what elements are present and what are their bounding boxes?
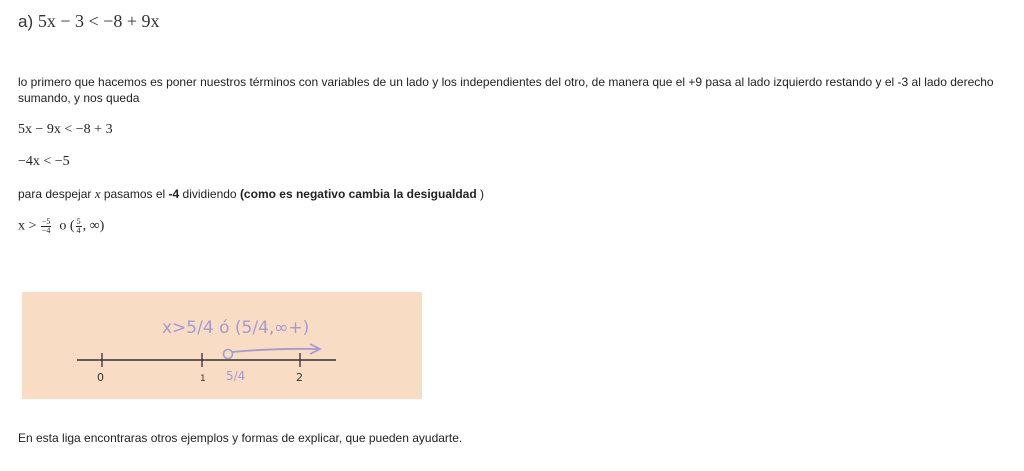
open-circle-marker xyxy=(224,350,233,359)
inequality-note: (como es negativo cambia la desigualdad xyxy=(239,187,477,201)
handwritten-solution: x>5/4 ó (5/4,∞+) xyxy=(162,318,310,338)
equation-step-1: 5x − 9x < −8 + 3 xyxy=(18,122,113,137)
fraction-denominator: −4 xyxy=(41,226,51,235)
explanation-paragraph: lo primero que hacemos es poner nuestros términos con variables de un lado y los independientes del otro, de manera que el +9 pasa al lado izquierdo restando y el -3 al lado derecho sumando, y nos queda xyxy=(18,75,994,105)
fraction-numerator: −5 xyxy=(41,217,51,226)
fraction-5-4 xyxy=(76,218,82,235)
division-explanation xyxy=(18,186,1008,202)
tick-label-5-4: 5/4 xyxy=(226,369,246,383)
exercise-label: a) xyxy=(18,12,34,31)
exercise-inequality: 5x − 3 < −8 + 9x xyxy=(37,11,160,31)
tick-label-1: 1 xyxy=(200,374,206,384)
solution-connector: o xyxy=(59,218,67,234)
fraction-numerator: 5 xyxy=(76,217,81,226)
division-text-middle: pasamos el xyxy=(100,187,169,201)
interval-rest: , ∞) xyxy=(82,218,105,234)
solution-lhs: x > xyxy=(18,218,37,234)
division-text-close: ) xyxy=(476,187,485,201)
solution-ray xyxy=(232,349,318,352)
interval-open: ( xyxy=(69,218,75,234)
tick-label-0: 0 xyxy=(97,371,104,384)
exercise-heading xyxy=(18,11,159,32)
variable-x: x xyxy=(94,186,101,201)
equation-step-2: −4x < −5 xyxy=(18,154,70,169)
division-text-after: dividiendo xyxy=(179,187,240,201)
divisor-value: -4 xyxy=(168,187,180,201)
footer-note: En esta liga encontraras otros ejemplos y formas de explicar, que pueden ayudarte. xyxy=(18,431,463,445)
tick-label-2: 2 xyxy=(296,371,303,384)
fraction-neg5-neg4 xyxy=(41,218,52,235)
equation-solution xyxy=(18,218,104,235)
fraction-denominator: 4 xyxy=(76,226,81,235)
number-line-svg xyxy=(22,292,422,399)
number-line-sketch xyxy=(22,292,422,399)
division-text-before: para despejar xyxy=(18,187,95,201)
